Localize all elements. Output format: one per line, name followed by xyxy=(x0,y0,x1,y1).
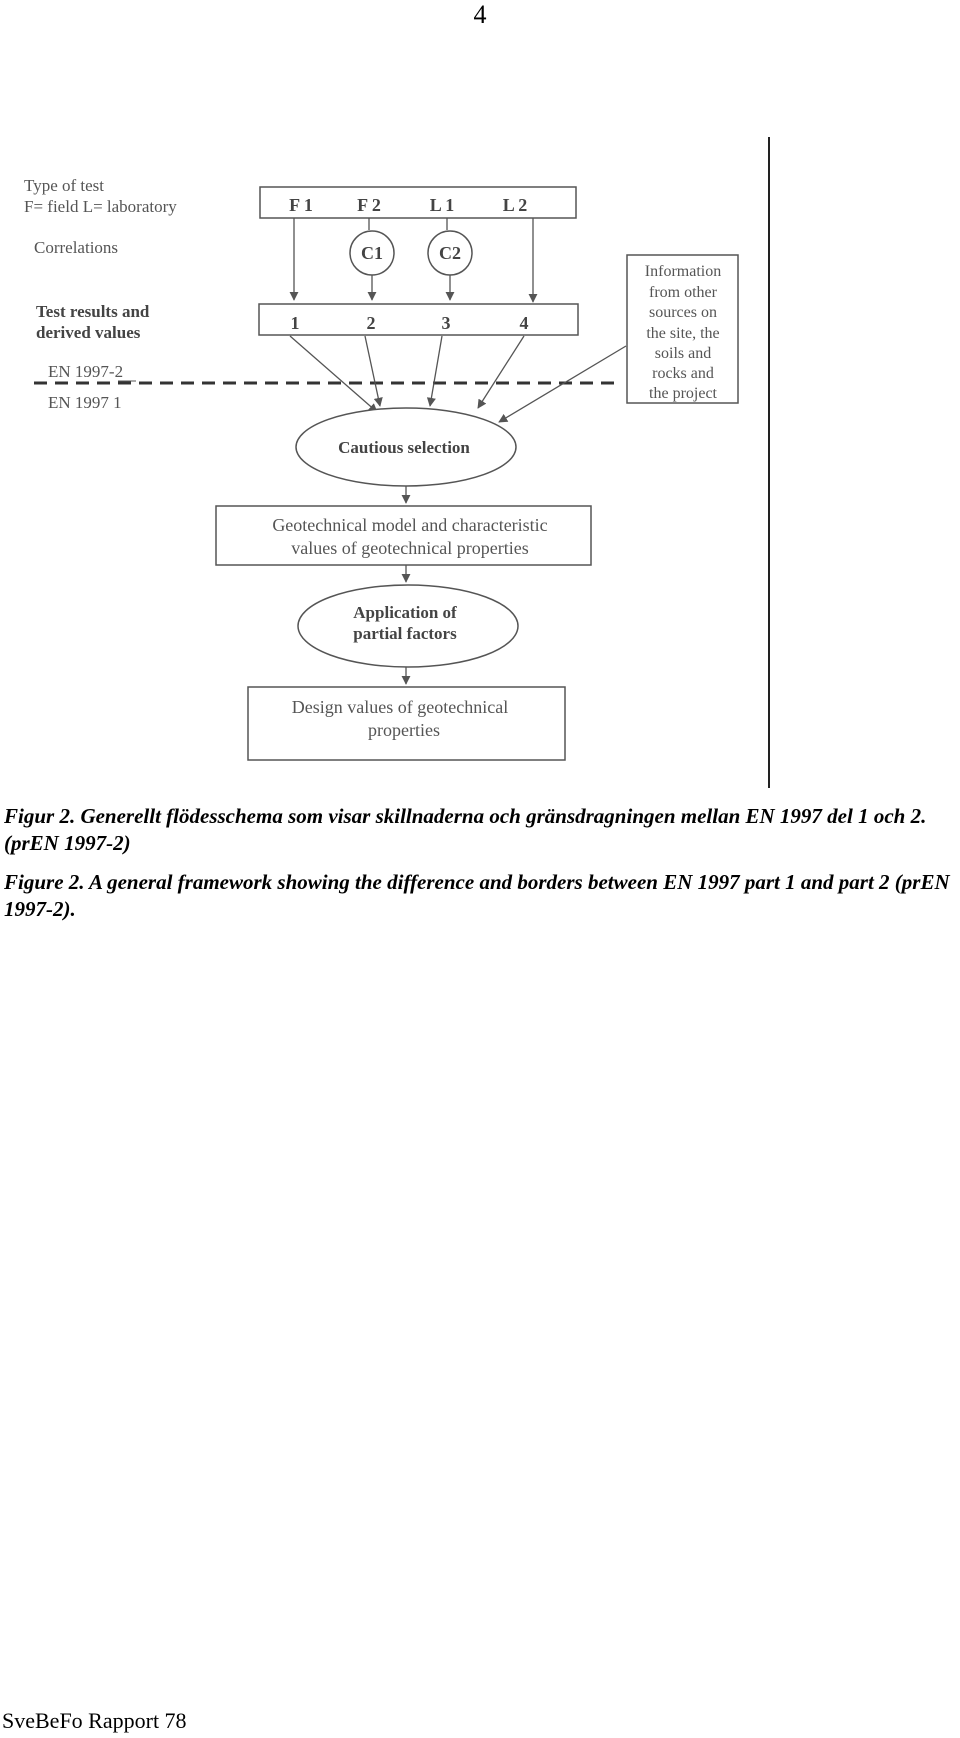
cautious-selection-label: Cautious selection xyxy=(338,438,470,457)
information-line-5: soils and xyxy=(654,345,712,362)
information-line-7: the project xyxy=(649,385,717,402)
test-l2: L 2 xyxy=(502,195,528,215)
figure-caption-swedish: Figur 2. Generellt flödesschema som visar skillnaderna och gränsdragningen mellan EN 1997 del 1 och 2. (prEN 1997-2) xyxy=(4,804,927,855)
label-test-results-line1: Test results and xyxy=(36,302,150,321)
arrow-result1-to-selection xyxy=(290,336,377,412)
label-en-1997-1: EN 1997 1 xyxy=(48,393,122,412)
label-test-results-line2: derived values xyxy=(36,323,141,342)
partial-factors-line-2: partial factors xyxy=(353,624,457,643)
label-en-1997-2: EN 1997-2 xyxy=(48,362,124,381)
geotechnical-model-line-1: Geotechnical model and characteristic xyxy=(272,515,548,535)
result-1: 1 xyxy=(290,313,300,333)
design-values-line-1: Design values of geotechnical xyxy=(291,697,509,717)
arrow-result3-to-selection xyxy=(430,336,442,406)
flowchart-diagram xyxy=(0,0,960,800)
information-line-4: the site, the xyxy=(646,325,720,342)
information-line-2: from other xyxy=(649,284,717,301)
test-results-box xyxy=(259,304,578,335)
label-test-key: F= field L= laboratory xyxy=(24,197,177,216)
result-2: 2 xyxy=(366,313,376,333)
label-correlations: Correlations xyxy=(34,238,119,257)
label-type-of-test: Type of test xyxy=(24,176,105,195)
result-3: 3 xyxy=(441,313,451,333)
test-f1: F 1 xyxy=(289,195,313,215)
page-number: 4 xyxy=(473,0,487,29)
geotechnical-model-line-2: values of geotechnical properties xyxy=(291,538,529,558)
information-line-6: rocks and xyxy=(652,365,714,382)
test-l1: L 1 xyxy=(429,195,455,215)
design-values-line-2: properties xyxy=(368,720,440,740)
partial-factors-line-1: Application of xyxy=(353,603,457,622)
test-f2: F 2 xyxy=(357,195,381,215)
figure-caption-english: Figure 2. A general framework showing the difference and borders between EN 1997 part 1 and part 2 (prEN 1997-2). xyxy=(4,870,950,921)
arrow-result4-to-selection xyxy=(478,336,524,408)
information-line-3: sources on xyxy=(649,304,717,321)
page-footer: SveBeFo Rapport 78 xyxy=(2,1708,187,1733)
correlation-c1: C1 xyxy=(361,243,383,263)
arrow-result2-to-selection xyxy=(365,336,380,406)
information-line-1: Information xyxy=(644,263,722,280)
correlation-c2: C2 xyxy=(439,243,461,263)
result-4: 4 xyxy=(519,313,529,333)
